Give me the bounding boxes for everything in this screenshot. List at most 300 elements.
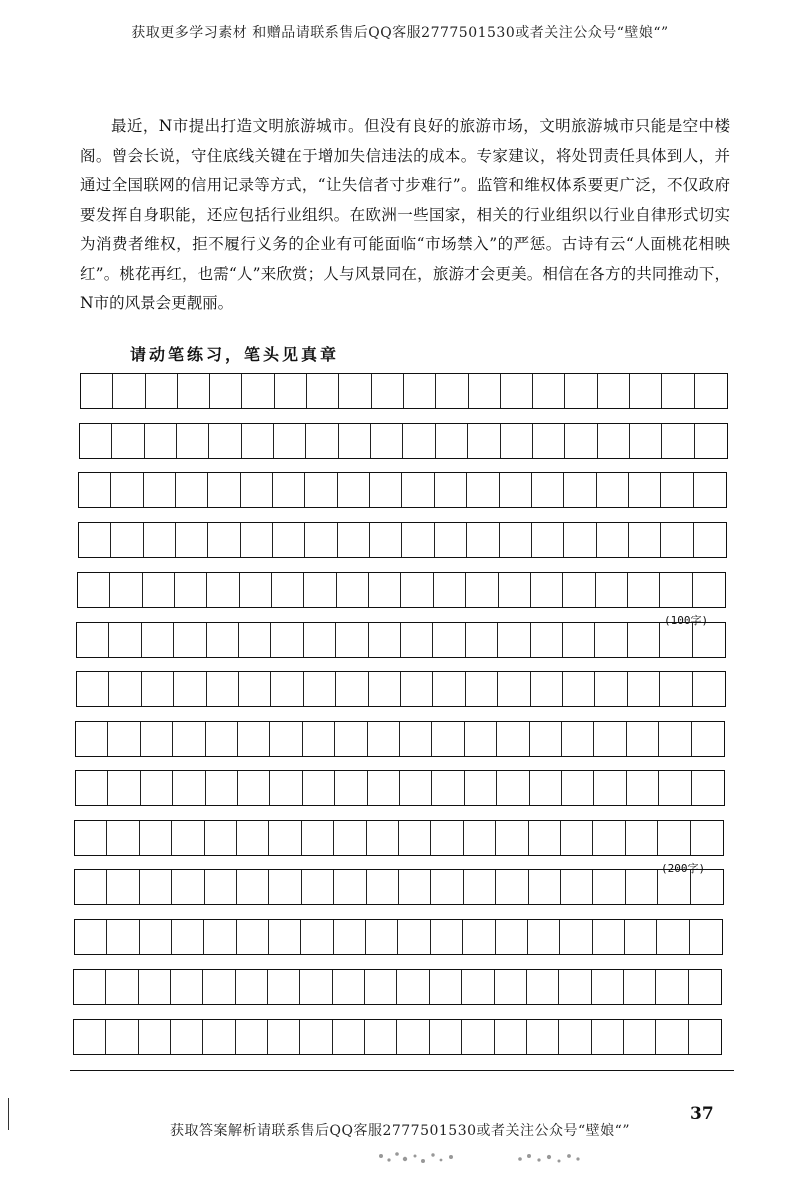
grid-cell[interactable] [465, 771, 497, 805]
grid-cell[interactable] [689, 1020, 721, 1054]
grid-cell[interactable] [496, 821, 528, 855]
grid-cell[interactable] [562, 722, 594, 756]
grid-cell[interactable] [76, 771, 108, 805]
grid-cell[interactable] [303, 722, 335, 756]
grid-cell[interactable] [139, 1020, 171, 1054]
grid-cell[interactable] [143, 573, 175, 607]
grid-cell[interactable] [241, 523, 273, 557]
grid-cell[interactable] [268, 1020, 300, 1054]
grid-cell[interactable] [112, 424, 144, 458]
grid-cell[interactable] [693, 672, 725, 706]
grid-cell[interactable] [206, 722, 238, 756]
grid-cell[interactable] [174, 672, 206, 706]
grid-cell[interactable] [532, 473, 564, 507]
grid-cell[interactable] [597, 523, 629, 557]
grid-cell[interactable] [597, 473, 629, 507]
grid-cell[interactable] [693, 623, 725, 657]
grid-cell[interactable] [108, 771, 140, 805]
grid-cell[interactable] [467, 473, 499, 507]
grid-cell[interactable] [400, 771, 432, 805]
grid-cell[interactable] [368, 771, 400, 805]
grid-cell[interactable] [239, 623, 271, 657]
grid-cell[interactable] [300, 1020, 332, 1054]
grid-cell[interactable] [106, 1020, 138, 1054]
grid-cell[interactable] [401, 573, 433, 607]
grid-cell[interactable] [365, 1020, 397, 1054]
grid-cell[interactable] [559, 970, 591, 1004]
grid-cell[interactable] [398, 920, 430, 954]
grid-cell[interactable] [402, 523, 434, 557]
grid-cell[interactable] [79, 473, 111, 507]
grid-cell[interactable] [368, 722, 400, 756]
grid-cell[interactable] [304, 623, 336, 657]
grid-cell[interactable] [462, 970, 494, 1004]
grid-cell[interactable] [270, 771, 302, 805]
grid-cell[interactable] [336, 623, 368, 657]
grid-cell[interactable] [107, 821, 139, 855]
grid-cell[interactable] [468, 424, 500, 458]
grid-cell[interactable] [241, 473, 273, 507]
grid-cell[interactable] [369, 672, 401, 706]
grid-cell[interactable] [307, 374, 339, 408]
grid-cell[interactable] [176, 523, 208, 557]
grid-cell[interactable] [625, 920, 657, 954]
grid-cell[interactable] [367, 821, 399, 855]
grid-cell[interactable] [660, 623, 692, 657]
grid-cell[interactable] [661, 473, 693, 507]
grid-cell[interactable] [563, 623, 595, 657]
grid-cell[interactable] [626, 870, 658, 904]
grid-cell[interactable] [436, 374, 468, 408]
grid-cell[interactable] [366, 920, 398, 954]
grid-cell[interactable] [75, 920, 107, 954]
grid-cell[interactable] [76, 722, 108, 756]
grid-cell[interactable] [593, 870, 625, 904]
grid-cell[interactable] [305, 523, 337, 557]
grid-cell[interactable] [689, 970, 721, 1004]
grid-cell[interactable] [630, 424, 662, 458]
grid-cell[interactable] [530, 771, 562, 805]
grid-cell[interactable] [660, 573, 692, 607]
grid-cell[interactable] [497, 722, 529, 756]
grid-cell[interactable] [274, 424, 306, 458]
grid-cell[interactable] [628, 623, 660, 657]
grid-cell[interactable] [339, 424, 371, 458]
grid-cell[interactable] [74, 1020, 106, 1054]
grid-cell[interactable] [565, 374, 597, 408]
grid-cell[interactable] [305, 473, 337, 507]
grid-cell[interactable] [300, 970, 332, 1004]
grid-cell[interactable] [498, 672, 530, 706]
grid-cell[interactable] [271, 672, 303, 706]
grid-cell[interactable] [592, 970, 624, 1004]
grid-cell[interactable] [337, 573, 369, 607]
grid-cell[interactable] [435, 473, 467, 507]
grid-cell[interactable] [501, 374, 533, 408]
grid-cell[interactable] [661, 523, 693, 557]
grid-cell[interactable] [431, 821, 463, 855]
grid-cell[interactable] [563, 573, 595, 607]
grid-cell[interactable] [370, 473, 402, 507]
word-count-marker-100: (100字) [664, 614, 709, 627]
grid-cell[interactable] [242, 424, 274, 458]
grid-cell[interactable] [273, 473, 305, 507]
grid-cell[interactable] [563, 672, 595, 706]
grid-cell[interactable] [629, 473, 661, 507]
grid-cell[interactable] [77, 623, 109, 657]
grid-cell[interactable] [530, 722, 562, 756]
grid-cell[interactable] [174, 623, 206, 657]
grid-cell[interactable] [564, 523, 596, 557]
grid-cell[interactable] [301, 920, 333, 954]
grid-cell[interactable] [499, 573, 531, 607]
grid-cell[interactable] [271, 623, 303, 657]
grid-cell[interactable] [628, 672, 660, 706]
grid-cell[interactable] [434, 573, 466, 607]
grid-cell[interactable] [400, 722, 432, 756]
grid-cell[interactable] [205, 821, 237, 855]
grid-cell[interactable] [694, 523, 726, 557]
grid-cell[interactable] [237, 821, 269, 855]
grid-row [74, 869, 724, 905]
grid-cell[interactable] [303, 771, 335, 805]
grid-cell[interactable] [627, 771, 659, 805]
grid-cell[interactable] [662, 374, 694, 408]
grid-cell[interactable] [207, 623, 239, 657]
grid-cell[interactable] [527, 970, 559, 1004]
grid-row [74, 820, 724, 856]
grid-cell[interactable] [205, 870, 237, 904]
smudge-stamp-left [375, 1148, 465, 1168]
grid-cell[interactable] [529, 870, 561, 904]
grid-cell[interactable] [369, 573, 401, 607]
grid-cell[interactable] [269, 821, 301, 855]
grid-cell[interactable] [626, 821, 658, 855]
grid-cell[interactable] [208, 473, 240, 507]
grid-cell[interactable] [533, 374, 565, 408]
grid-cell[interactable] [334, 920, 366, 954]
grid-cell[interactable] [75, 821, 107, 855]
grid-cell[interactable] [141, 722, 173, 756]
grid-cell[interactable] [80, 424, 112, 458]
grid-cell[interactable] [172, 920, 204, 954]
grid-cell[interactable] [501, 424, 533, 458]
grid-cell[interactable] [369, 623, 401, 657]
grid-cell[interactable] [175, 573, 207, 607]
grid-cell[interactable] [142, 623, 174, 657]
grid-cell[interactable] [659, 722, 691, 756]
page-number: 37 [690, 1104, 714, 1124]
grid-cell[interactable] [496, 920, 528, 954]
grid-cell[interactable] [465, 722, 497, 756]
grid-cell[interactable] [592, 1020, 624, 1054]
grid-cell[interactable] [79, 523, 111, 557]
grid-cell[interactable] [659, 771, 691, 805]
grid-cell[interactable] [466, 623, 498, 657]
grid-cell[interactable] [660, 672, 692, 706]
grid-cell[interactable] [333, 1020, 365, 1054]
grid-cell[interactable] [204, 920, 236, 954]
grid-cell[interactable] [237, 920, 269, 954]
grid-cell[interactable] [140, 821, 172, 855]
grid-cell[interactable] [107, 870, 139, 904]
grid-cell[interactable] [399, 821, 431, 855]
grid-cell[interactable] [432, 722, 464, 756]
grid-cell[interactable] [531, 672, 563, 706]
grid-cell[interactable] [272, 573, 304, 607]
grid-cell[interactable] [210, 374, 242, 408]
grid-cell[interactable] [268, 970, 300, 1004]
grid-cell[interactable] [142, 672, 174, 706]
grid-cell[interactable] [74, 970, 106, 1004]
grid-cell[interactable] [598, 374, 630, 408]
grid-cell[interactable] [111, 473, 143, 507]
grid-cell[interactable] [304, 672, 336, 706]
grid-cell[interactable] [269, 920, 301, 954]
grid-cell[interactable] [596, 573, 628, 607]
grid-cell[interactable] [238, 771, 270, 805]
grid-cell[interactable] [108, 722, 140, 756]
grid-cell[interactable] [110, 573, 142, 607]
grid-cell[interactable] [690, 920, 722, 954]
grid-cell[interactable] [564, 473, 596, 507]
grid-cell[interactable] [78, 573, 110, 607]
grid-cell[interactable] [177, 424, 209, 458]
grid-cell[interactable] [171, 1020, 203, 1054]
grid-row [77, 572, 726, 608]
grid-cell[interactable] [302, 870, 334, 904]
grid-cell[interactable] [144, 473, 176, 507]
grid-cell[interactable] [106, 970, 138, 1004]
grid-cell[interactable] [370, 523, 402, 557]
grid-cell[interactable] [172, 870, 204, 904]
header-note: 获取更多学习素材 和赠品请联系售后QQ客服2777501530或者关注公众号“壁娘“” [131, 25, 669, 41]
grid-cell[interactable] [629, 523, 661, 557]
grid-row [75, 770, 725, 806]
grid-cell[interactable] [401, 623, 433, 657]
grid-cell[interactable] [463, 920, 495, 954]
grid-cell[interactable] [595, 623, 627, 657]
grid-cell[interactable] [560, 920, 592, 954]
bottom-divider [70, 1070, 734, 1071]
grid-cell[interactable] [695, 424, 727, 458]
grid-cell[interactable] [529, 821, 561, 855]
grid-cell[interactable] [173, 771, 205, 805]
grid-cell[interactable] [402, 473, 434, 507]
grid-cell[interactable] [176, 473, 208, 507]
grid-cell[interactable] [595, 672, 627, 706]
grid-cell[interactable] [336, 672, 368, 706]
grid-cell[interactable] [495, 1020, 527, 1054]
grid-cell[interactable] [656, 970, 688, 1004]
grid-cell[interactable] [466, 573, 498, 607]
grid-cell[interactable] [532, 523, 564, 557]
grid-cell[interactable] [338, 473, 370, 507]
grid-cell[interactable] [203, 970, 235, 1004]
grid-cell[interactable] [109, 672, 141, 706]
grid-cell[interactable] [145, 424, 177, 458]
grid-cell[interactable] [496, 870, 528, 904]
grid-cell[interactable] [172, 821, 204, 855]
grid-row [76, 622, 726, 658]
grid-cell[interactable] [146, 374, 178, 408]
grid-cell[interactable] [430, 1020, 462, 1054]
grid-cell[interactable] [206, 771, 238, 805]
grid-cell[interactable] [594, 722, 626, 756]
grid-cell[interactable] [141, 771, 173, 805]
grid-cell[interactable] [397, 1020, 429, 1054]
grid-cell[interactable] [498, 623, 530, 657]
grid-cell[interactable] [533, 424, 565, 458]
grid-cell[interactable] [209, 424, 241, 458]
grid-cell[interactable] [178, 374, 210, 408]
grid-cell[interactable] [561, 870, 593, 904]
grid-row [73, 1019, 722, 1055]
grid-cell[interactable] [236, 970, 268, 1004]
grid-cell[interactable] [500, 523, 532, 557]
grid-cell[interactable] [627, 722, 659, 756]
grid-cell[interactable] [270, 722, 302, 756]
grid-cell[interactable] [338, 523, 370, 557]
grid-cell[interactable] [107, 920, 139, 954]
grid-cell[interactable] [334, 821, 366, 855]
grid-cell[interactable] [658, 821, 690, 855]
grid-cell[interactable] [304, 573, 336, 607]
grid-cell[interactable] [662, 424, 694, 458]
grid-cell[interactable] [692, 722, 724, 756]
grid-cell[interactable] [657, 920, 689, 954]
grid-cell[interactable] [433, 672, 465, 706]
grid-cell[interactable] [594, 771, 626, 805]
grid-cell[interactable] [111, 523, 143, 557]
grid-cell[interactable] [435, 523, 467, 557]
grid-cell[interactable] [401, 672, 433, 706]
grid-cell[interactable] [397, 970, 429, 1004]
grid-cell[interactable] [333, 970, 365, 1004]
grid-cell[interactable] [404, 374, 436, 408]
grid-cell[interactable] [692, 771, 724, 805]
grid-cell[interactable] [431, 920, 463, 954]
grid-cell[interactable] [208, 523, 240, 557]
grid-cell[interactable] [593, 920, 625, 954]
grid-cell[interactable] [598, 424, 630, 458]
grid-cell[interactable] [367, 870, 399, 904]
grid-cell[interactable] [171, 970, 203, 1004]
grid-cell[interactable] [273, 523, 305, 557]
grid-cell[interactable] [203, 1020, 235, 1054]
grid-cell[interactable] [500, 473, 532, 507]
grid-cell[interactable] [695, 374, 727, 408]
grid-cell[interactable] [531, 623, 563, 657]
grid-cell[interactable] [436, 424, 468, 458]
grid-cell[interactable] [269, 870, 301, 904]
passage-paragraph: 最近，N市提出打造文明旅游城市。但没有良好的旅游市场，文明旅游城市只能是空中楼阁。曾会长说，守住底线关键在于增加失信违法的成本。专家建议，将处罚责任具体到人，并通过全国联网的信用记录等方式，“让失信者寸步难行”。监管和维权体系要更广泛，不仅政府要发挥自身职能，还应包括行业组织。在欧洲一些国家，相关的行业组织以行业自律形式切实为消费者维权，拒不履行义务的企业有可能面临“市场禁入”的严惩。古诗有云“人面桃花相映红”。桃花再红，也需“人”来欣赏；人与风景同在，旅游才会更美。相信在各方的共同推动下，N市的风景会更靓丽。 [80, 117, 730, 312]
grid-cell[interactable] [365, 970, 397, 1004]
grid-cell[interactable] [372, 374, 404, 408]
grid-cell[interactable] [237, 870, 269, 904]
grid-cell[interactable] [624, 1020, 656, 1054]
grid-cell[interactable] [691, 821, 723, 855]
grid-cell[interactable] [462, 1020, 494, 1054]
grid-cell[interactable] [140, 870, 172, 904]
grid-cell[interactable] [432, 771, 464, 805]
grid-cell[interactable] [528, 920, 560, 954]
grid-cell[interactable] [75, 870, 107, 904]
grid-cell[interactable] [334, 870, 366, 904]
grid-cell[interactable] [238, 722, 270, 756]
grid-cell[interactable] [399, 870, 431, 904]
grid-cell[interactable] [335, 771, 367, 805]
grid-cell[interactable] [561, 821, 593, 855]
practice-heading: 请动笔练习，笔头见真章 [130, 345, 340, 364]
grid-row [78, 522, 727, 558]
grid-cell[interactable] [624, 970, 656, 1004]
grid-cell[interactable] [559, 1020, 591, 1054]
grid-cell[interactable] [469, 374, 501, 408]
grid-row [76, 671, 726, 707]
grid-cell[interactable] [593, 821, 625, 855]
grid-cell[interactable] [335, 722, 367, 756]
grid-cell[interactable] [109, 623, 141, 657]
grid-row [79, 423, 728, 459]
grid-row [75, 721, 725, 757]
smudge-stamp-right [515, 1148, 585, 1168]
grid-cell[interactable] [140, 920, 172, 954]
grid-cell[interactable] [656, 1020, 688, 1054]
word-count-marker-200: (200字) [661, 862, 706, 875]
grid-row [80, 373, 728, 409]
grid-cell[interactable] [113, 374, 145, 408]
grid-cell[interactable] [497, 771, 529, 805]
grid-cell[interactable] [628, 573, 660, 607]
footer-note: 获取答案解析请联系售后QQ客服2777501530或者关注公众号“壁娘“” [170, 1123, 630, 1139]
grid-cell[interactable] [467, 523, 499, 557]
grid-cell[interactable] [207, 573, 239, 607]
grid-cell[interactable] [495, 970, 527, 1004]
grid-cell[interactable] [306, 424, 338, 458]
grid-cell[interactable] [565, 424, 597, 458]
grid-cell[interactable] [275, 374, 307, 408]
grid-cell[interactable] [144, 523, 176, 557]
grid-cell[interactable] [693, 573, 725, 607]
grid-cell[interactable] [403, 424, 435, 458]
grid-cell[interactable] [466, 672, 498, 706]
grid-cell[interactable] [562, 771, 594, 805]
grid-cell[interactable] [464, 821, 496, 855]
grid-cell[interactable] [431, 870, 463, 904]
grid-cell[interactable] [236, 1020, 268, 1054]
grid-row [74, 919, 723, 955]
grid-cell[interactable] [242, 374, 274, 408]
grid-cell[interactable] [207, 672, 239, 706]
grid-cell[interactable] [464, 870, 496, 904]
grid-cell[interactable] [694, 473, 726, 507]
grid-cell[interactable] [173, 722, 205, 756]
grid-cell[interactable] [531, 573, 563, 607]
grid-cell[interactable] [371, 424, 403, 458]
grid-cell[interactable] [527, 1020, 559, 1054]
grid-cell[interactable] [77, 672, 109, 706]
grid-cell[interactable] [139, 970, 171, 1004]
grid-cell[interactable] [433, 623, 465, 657]
grid-cell[interactable] [240, 573, 272, 607]
grid-cell[interactable] [239, 672, 271, 706]
grid-cell[interactable] [430, 970, 462, 1004]
grid-cell[interactable] [81, 374, 113, 408]
grid-cell[interactable] [630, 374, 662, 408]
grid-cell[interactable] [339, 374, 371, 408]
grid-cell[interactable] [302, 821, 334, 855]
